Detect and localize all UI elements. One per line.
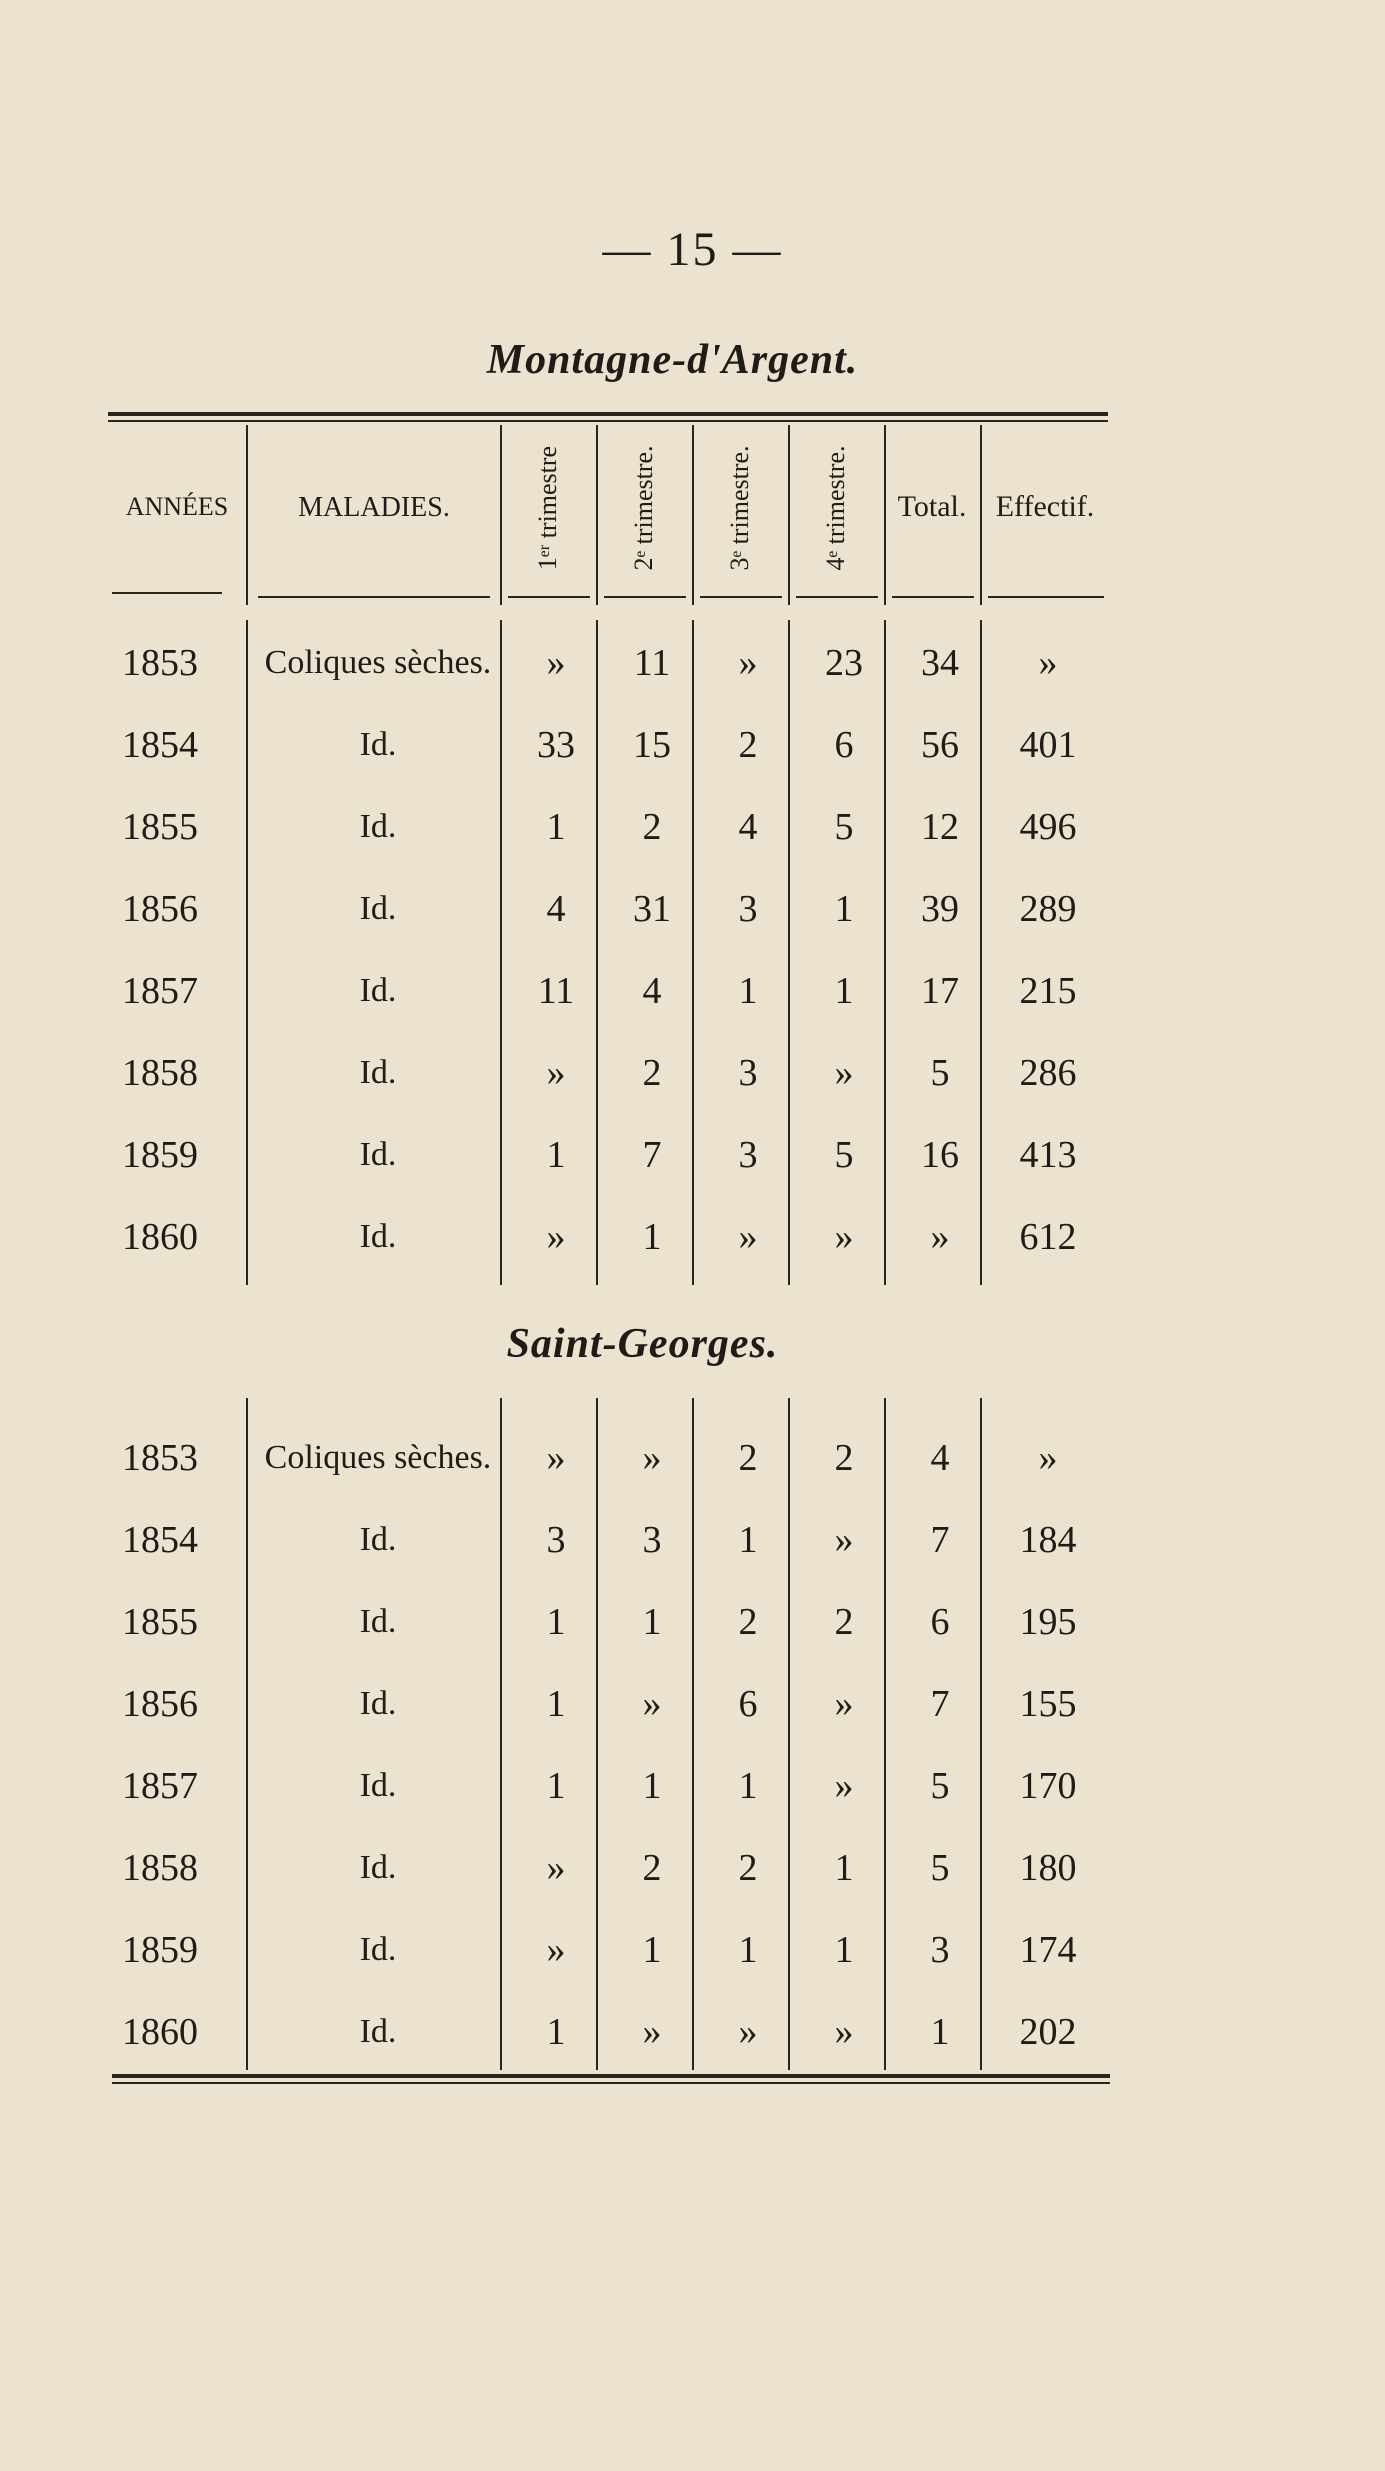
cell-trimestre-2: 1 <box>642 1601 662 1643</box>
cell-trimestre-2: 1 <box>642 1929 662 1971</box>
section-title-montagne: Montagne-d'Argent. <box>486 337 859 383</box>
header-underline <box>258 596 490 598</box>
cell-trimestre-2: 1 <box>642 1765 662 1807</box>
cell-total: 17 <box>921 970 959 1012</box>
cell-total: 4 <box>930 1437 950 1479</box>
cell-trimestre-1: » <box>546 642 566 684</box>
cell-total: 3 <box>930 1929 950 1971</box>
cell-trimestre-4: » <box>834 1765 854 1807</box>
header-underline <box>604 596 686 598</box>
bottom-rule-thin <box>112 2082 1110 2084</box>
cell-trimestre-4: 1 <box>834 970 854 1012</box>
header-maladies: MALADIES. <box>298 492 450 523</box>
cell-total: 6 <box>930 1601 950 1643</box>
cell-maladie: Id. <box>359 1767 397 1804</box>
cell-annee: 1855 <box>122 806 198 848</box>
header-trimestre-4: 4ᵉ trimestre. <box>821 445 850 571</box>
cell-total: 34 <box>921 642 959 684</box>
cell-effectif: 202 <box>1019 2011 1077 2053</box>
header-trimestre-3: 3ᵉ trimestre. <box>725 445 754 571</box>
header-divider <box>596 425 598 605</box>
cell-trimestre-3: 2 <box>738 1847 758 1889</box>
cell-trimestre-1: 1 <box>546 2011 566 2053</box>
table-row <box>108 1827 1108 1909</box>
table-row <box>108 868 1108 950</box>
cell-trimestre-2: 2 <box>642 1052 662 1094</box>
header-trimestre-1: 1ᵉʳ trimestre <box>533 445 562 571</box>
table-row <box>108 1114 1108 1196</box>
cell-trimestre-4: 5 <box>834 1134 854 1176</box>
cell-maladie: Id. <box>359 726 397 763</box>
table-row <box>108 1745 1108 1827</box>
cell-total: » <box>930 1216 950 1258</box>
cell-maladie: Coliques sèches. <box>264 644 492 681</box>
cell-maladie: Id. <box>359 1521 397 1558</box>
cell-trimestre-3: 3 <box>738 888 758 930</box>
cell-trimestre-1: » <box>546 1052 566 1094</box>
cell-trimestre-2: 2 <box>642 1847 662 1889</box>
cell-effectif: 612 <box>1019 1216 1077 1258</box>
cell-trimestre-4: » <box>834 1519 854 1561</box>
cell-annee: 1855 <box>122 1601 198 1643</box>
cell-annee: 1860 <box>122 1216 198 1258</box>
cell-effectif: 413 <box>1019 1134 1077 1176</box>
cell-trimestre-3: 3 <box>738 1134 758 1176</box>
cell-trimestre-2: » <box>642 1437 662 1479</box>
cell-trimestre-3: 1 <box>738 1765 758 1807</box>
table-row <box>108 1991 1108 2073</box>
cell-trimestre-1: 1 <box>546 1601 566 1643</box>
cell-effectif: » <box>1038 642 1058 684</box>
cell-total: 39 <box>921 888 959 930</box>
cell-trimestre-1: 3 <box>546 1519 566 1561</box>
cell-maladie: Id. <box>359 1136 397 1173</box>
cell-total: 56 <box>921 724 959 766</box>
cell-maladie: Id. <box>359 890 397 927</box>
cell-total: 7 <box>930 1683 950 1725</box>
table-row <box>108 1581 1108 1663</box>
header-trimestre-2: 2ᵉ trimestre. <box>629 445 658 571</box>
cell-trimestre-4: 5 <box>834 806 854 848</box>
header-total: Total. <box>897 490 967 523</box>
cell-effectif: 195 <box>1019 1601 1077 1643</box>
cell-trimestre-3: 2 <box>738 1601 758 1643</box>
cell-trimestre-2: 11 <box>633 642 671 684</box>
cell-annee: 1858 <box>122 1052 198 1094</box>
cell-maladie: Id. <box>359 1849 397 1886</box>
cell-trimestre-4: » <box>834 1683 854 1725</box>
header-annees: ANNÉES <box>125 492 229 521</box>
cell-trimestre-1: » <box>546 1847 566 1889</box>
cell-effectif: 215 <box>1019 970 1077 1012</box>
cell-trimestre-4: » <box>834 1216 854 1258</box>
cell-maladie: Coliques sèches. <box>264 1439 492 1476</box>
table-montagne-d-argent <box>108 622 1108 1278</box>
cell-maladie: Id. <box>359 1603 397 1640</box>
bottom-rule <box>112 2074 1110 2078</box>
cell-total: 5 <box>930 1847 950 1889</box>
table-row <box>108 1417 1108 1499</box>
table-row <box>108 950 1108 1032</box>
cell-trimestre-1: » <box>546 1929 566 1971</box>
cell-trimestre-3: » <box>738 1216 758 1258</box>
cell-trimestre-1: » <box>546 1437 566 1479</box>
cell-trimestre-4: 2 <box>834 1437 854 1479</box>
cell-total: 5 <box>930 1052 950 1094</box>
table-row <box>108 1032 1108 1114</box>
cell-maladie: Id. <box>359 972 397 1009</box>
cell-effectif: 180 <box>1019 1847 1077 1889</box>
cell-maladie: Id. <box>359 1685 397 1722</box>
cell-trimestre-1: 33 <box>537 724 575 766</box>
cell-trimestre-2: 7 <box>642 1134 662 1176</box>
cell-maladie: Id. <box>359 1054 397 1091</box>
cell-trimestre-2: » <box>642 2011 662 2053</box>
cell-effectif: » <box>1038 1437 1058 1479</box>
cell-trimestre-2: 2 <box>642 806 662 848</box>
cell-trimestre-2: 15 <box>633 724 671 766</box>
cell-maladie: Id. <box>359 808 397 845</box>
cell-trimestre-3: » <box>738 2011 758 2053</box>
cell-effectif: 289 <box>1019 888 1077 930</box>
header-underline <box>700 596 782 598</box>
top-rule-thin <box>108 420 1108 422</box>
cell-trimestre-1: 4 <box>546 888 566 930</box>
cell-trimestre-2: » <box>642 1683 662 1725</box>
header-effectif: Effectif. <box>995 490 1095 523</box>
cell-trimestre-3: 3 <box>738 1052 758 1094</box>
table-saint-georges <box>108 1417 1108 2073</box>
table-row <box>108 1499 1108 1581</box>
cell-trimestre-3: 1 <box>738 970 758 1012</box>
cell-trimestre-2: 3 <box>642 1519 662 1561</box>
cell-effectif: 286 <box>1019 1052 1077 1094</box>
cell-trimestre-3: » <box>738 642 758 684</box>
cell-trimestre-4: 1 <box>834 1847 854 1889</box>
cell-annee: 1853 <box>122 642 198 684</box>
header-divider <box>692 425 694 605</box>
cell-trimestre-4: 6 <box>834 724 854 766</box>
table-row <box>108 1196 1108 1278</box>
header-underline <box>112 592 222 594</box>
table-row <box>108 1909 1108 1991</box>
cell-trimestre-4: 1 <box>834 1929 854 1971</box>
cell-total: 12 <box>921 806 959 848</box>
cell-annee: 1859 <box>122 1134 198 1176</box>
cell-annee: 1856 <box>122 888 198 930</box>
cell-trimestre-4: » <box>834 2011 854 2053</box>
cell-trimestre-2: 1 <box>642 1216 662 1258</box>
cell-annee: 1857 <box>122 970 198 1012</box>
cell-annee: 1854 <box>122 724 198 766</box>
cell-trimestre-1: » <box>546 1216 566 1258</box>
cell-trimestre-1: 1 <box>546 1765 566 1807</box>
cell-trimestre-3: 6 <box>738 1683 758 1725</box>
table-row <box>108 704 1108 786</box>
cell-annee: 1860 <box>122 2011 198 2053</box>
top-rule <box>108 412 1108 416</box>
section-title-saint-georges: Saint-Georges. <box>506 1321 779 1367</box>
cell-effectif: 174 <box>1019 1929 1077 1971</box>
cell-trimestre-4: 2 <box>834 1601 854 1643</box>
cell-trimestre-4: 23 <box>825 642 863 684</box>
header-underline <box>988 596 1104 598</box>
cell-trimestre-3: 4 <box>738 806 758 848</box>
cell-maladie: Id. <box>359 1218 397 1255</box>
cell-annee: 1857 <box>122 1765 198 1807</box>
header-underline <box>796 596 878 598</box>
cell-annee: 1853 <box>122 1437 198 1479</box>
cell-trimestre-1: 1 <box>546 1683 566 1725</box>
header-underline <box>508 596 590 598</box>
cell-maladie: Id. <box>359 1931 397 1968</box>
cell-maladie: Id. <box>359 2013 397 2050</box>
cell-effectif: 170 <box>1019 1765 1077 1807</box>
cell-annee: 1854 <box>122 1519 198 1561</box>
cell-annee: 1858 <box>122 1847 198 1889</box>
cell-trimestre-3: 2 <box>738 1437 758 1479</box>
cell-trimestre-1: 1 <box>546 1134 566 1176</box>
header-underline <box>892 596 974 598</box>
cell-trimestre-2: 4 <box>642 970 662 1012</box>
cell-total: 5 <box>930 1765 950 1807</box>
cell-trimestre-4: 1 <box>834 888 854 930</box>
table-row <box>108 786 1108 868</box>
table-row <box>108 1663 1108 1745</box>
cell-trimestre-1: 1 <box>546 806 566 848</box>
cell-trimestre-3: 1 <box>738 1929 758 1971</box>
cell-trimestre-1: 11 <box>537 970 575 1012</box>
cell-effectif: 184 <box>1019 1519 1077 1561</box>
cell-trimestre-2: 31 <box>633 888 671 930</box>
header-divider <box>788 425 790 605</box>
cell-trimestre-3: 2 <box>738 724 758 766</box>
cell-trimestre-4: » <box>834 1052 854 1094</box>
cell-total: 1 <box>930 2011 950 2053</box>
cell-effectif: 496 <box>1019 806 1077 848</box>
page-number: — 15 — <box>602 223 783 276</box>
cell-total: 16 <box>921 1134 959 1176</box>
cell-total: 7 <box>930 1519 950 1561</box>
cell-trimestre-3: 1 <box>738 1519 758 1561</box>
cell-effectif: 155 <box>1019 1683 1077 1725</box>
cell-effectif: 401 <box>1019 724 1077 766</box>
cell-annee: 1856 <box>122 1683 198 1725</box>
cell-annee: 1859 <box>122 1929 198 1971</box>
header-divider <box>500 425 502 605</box>
table-row <box>108 622 1108 704</box>
